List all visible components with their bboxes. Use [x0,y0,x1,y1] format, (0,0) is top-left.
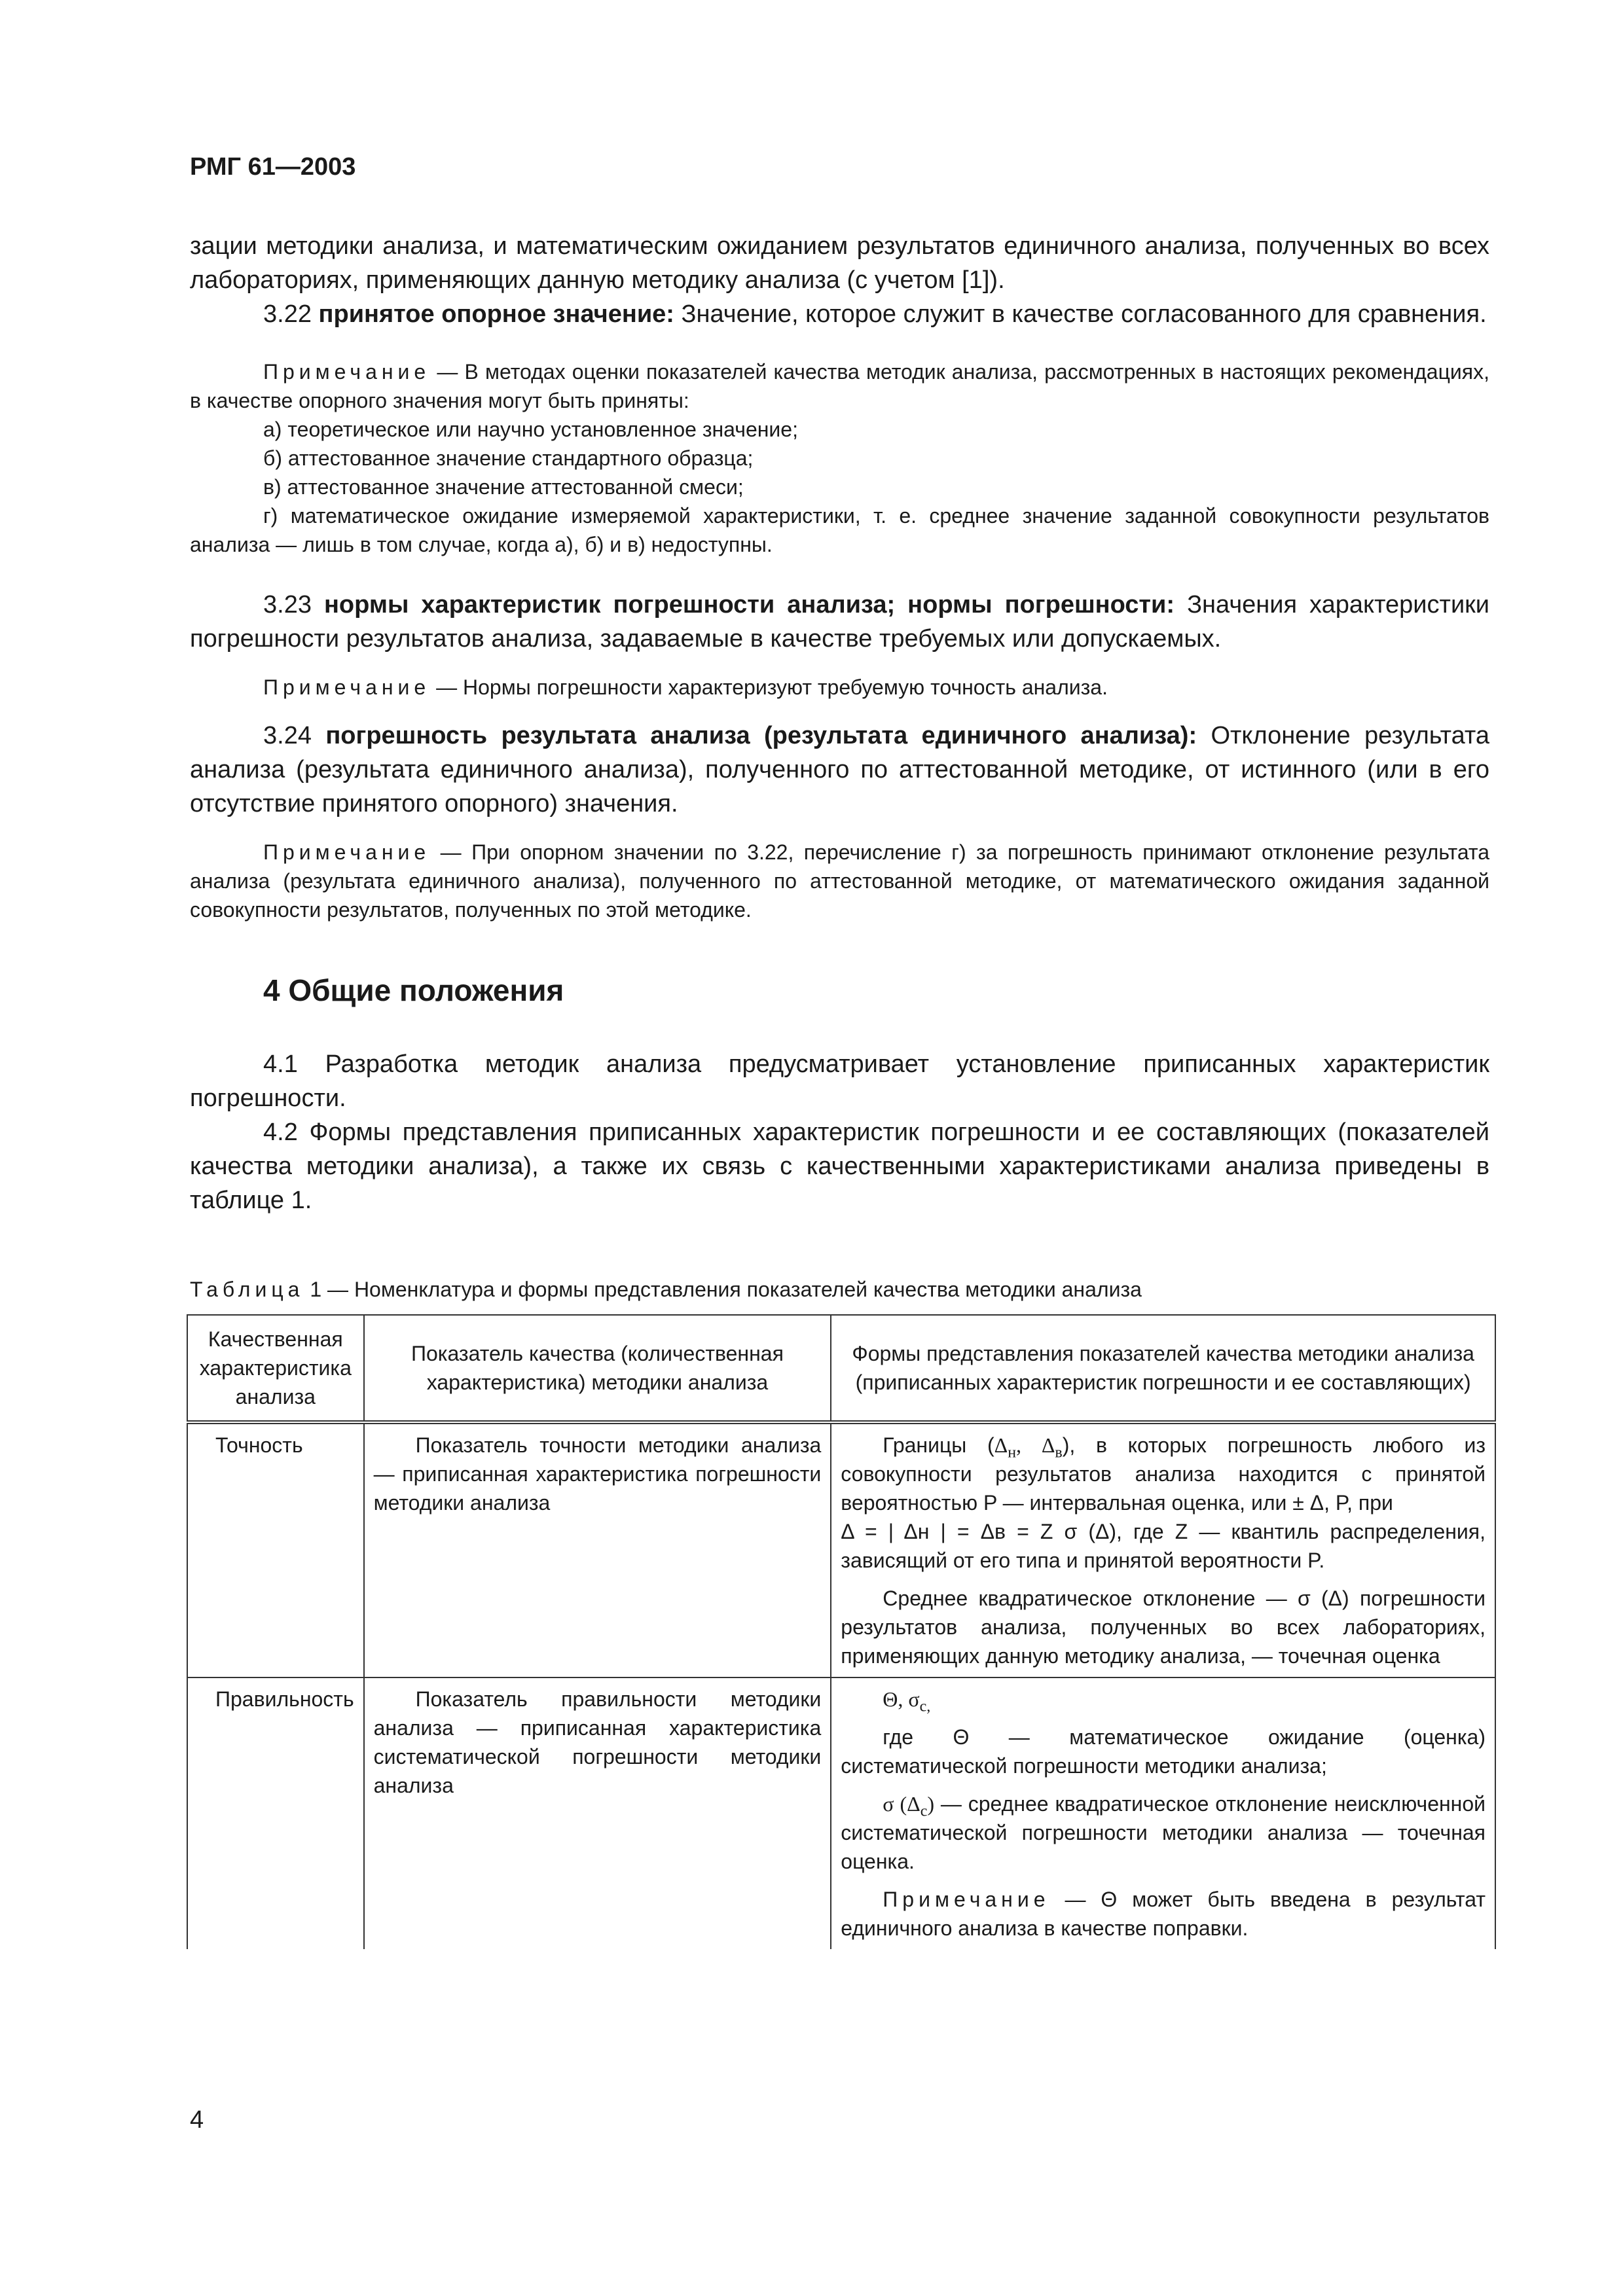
continued-paragraph: зации методики анализа, и математическим ожиданием результатов единичного анализа, полученных во всех лабораториях, применяющих данную методику анализа (с учетом [1]). [190,232,1489,294]
clause-4-2: 4.2 Формы представления приписанных характеристик погрешности и ее составляющих (показателей качества методики анализа), а также их связь с качественными характеристиками анализа приведены в таблице 1. [190,1119,1489,1214]
page-content [190,229,1489,1950]
header-representation-forms: Формы представления показателей качества методики анализа (приписанных характеристик погрешности и ее составляющих) [831,1315,1495,1422]
note-list-item-d: г) математическое ожидание измеряемой характеристики, т. е. среднее значение заданной совокупности результатов анализа — лишь в том случае, когда а), б) и в) недоступны. [190,504,1489,556]
cell-trueness: Правильность [187,1677,364,1950]
clause-4-1: 4.1 Разработка методик анализа предусматривает установление приписанных характеристик погрешности. [190,1050,1489,1112]
table-row [187,1422,1495,1677]
accuracy-formula-text: Δ = | Δн | = Δв = Z σ (Δ), где Z — квантиль распределения, зависящий от его типа и принятой вероятности P. [841,1520,1486,1572]
trueness-sigma-def: σ $(\Delta_c)$ — среднее квадратическое отклонение неисключенной систематической погрешности методики анализа — точечная оценка. [841,1792,1486,1873]
trueness-symbols: Θ, $\sigma_{c,}$ [883,1687,931,1715]
table-row [187,1677,1495,1950]
note-3-24: Примечание — При опорном значении по 3.22, перечисление г) за погрешность принимают отклонение результата анализа (результата единичного анализа), полученного по аттестованной методике, от математического ожидания заданной совокупности результатов, полученных по этой методике. [190,840,1490,922]
clause-3-22: 3.22 принятое опорное значение: Значение, которое служит в качестве согласованного для сравнения. [263,300,1487,328]
page-number: 4 [190,2106,204,2134]
header-quality-indicator: Показатель качества (количественная характеристика) методики анализа [364,1315,831,1422]
table-1 [187,1314,1496,1950]
clause-3-23: 3.23 нормы характеристик погрешности анализа; нормы погрешности: Значения характеристики погрешности результатов анализа, задаваемые в качестве требуемых или допускаемых. [190,591,1490,653]
cell-accuracy: Точность [187,1422,364,1677]
accuracy-std-text: Среднее квадратическое отклонение — σ (Δ) погрешности результатов анализа, полученных во всех лабораториях, применяющих данную методику анализа, — точечная оценка [841,1587,1486,1668]
cell-trueness-indicator: Показатель правильности методики анализа — приписанная характеристика систематической погрешности методики анализа [364,1677,831,1950]
table-1-wrapper [190,1314,1489,1950]
document-header: РМГ 61—2003 [190,153,356,181]
table-caption: Таблица 1 — Номенклатура и формы представления показателей качества методики анализа [190,1278,1142,1301]
clause-3-24: 3.24 погрешность результата анализа (результата единичного анализа): Отклонение результата анализа (результата единичного анализа), полученного по аттестованной методике, от истинного (или в его отсутствие принятого опорного) значения. [190,722,1490,817]
note-3-22: Примечание — В методах оценки показателей качества методик анализа, рассмотренных в настоящих рекомендациях, в качестве опорного значения могут быть приняты: [190,360,1490,412]
note-list-item-a: а) теоретическое или научно установленное значение; [263,418,798,441]
note-list-item-b: б) аттестованное значение стандартного образца; [263,446,754,470]
trueness-note: Примечание — Θ может быть введена в результат единичного анализа в качестве поправки. [841,1888,1486,1940]
note-3-23: Примечание — Нормы погрешности характеризуют требуемую точность анализа. [263,675,1108,699]
note-list-item-c: в) аттестованное значение аттестованной смеси; [263,475,744,499]
section-4-title: 4 Общие положения [263,973,564,1007]
cell-trueness-forms [831,1677,1495,1950]
cell-accuracy-forms [831,1422,1495,1677]
open-table-bottom [183,1949,1496,1953]
header-quality-characteristic: Качественная характеристика анализа [187,1315,364,1422]
cell-accuracy-indicator: Показатель точности методики анализа — приписанная характеристика погрешности методики анализа [364,1422,831,1677]
table-header-row [187,1315,1495,1422]
trueness-theta-def: где Θ — математическое ожидание (оценка) систематической погрешности методики анализа; [841,1725,1486,1778]
accuracy-bounds-text: Границы ($\Delta_н$, $\Delta_в$), в которых погрешность любого из совокупности результатов анализа находится с принятой вероятностью P — интервальная оценка, или ± Δ, P, при [841,1433,1486,1515]
